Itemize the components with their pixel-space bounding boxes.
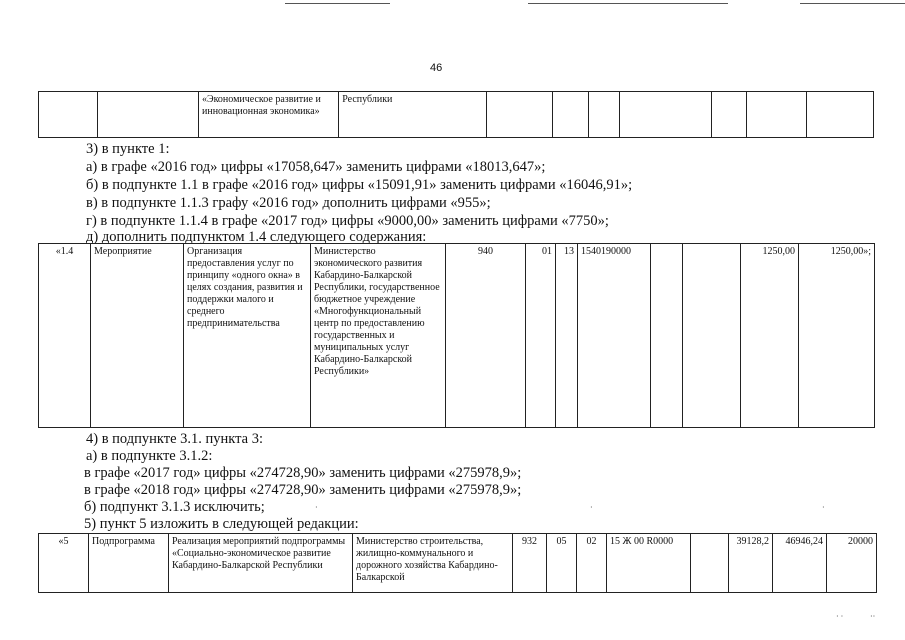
scan-speck: · ·	[836, 612, 844, 621]
paragraph: д) дополнить подпунктом 1.4 следующего содержания:	[86, 229, 427, 245]
table-cell: Министерство экономического развития Кабардино-Балкарской Республики, государственное бюджетное учреждение «Многофункциональный центр по предоставлению государственных и муниципальных услуг Кабардино-Балкарской Республики»	[311, 244, 446, 428]
paragraph: в) в подпункте 1.1.3 графу «2016 год» дополнить цифрами «955»;	[86, 195, 491, 211]
paragraph: 3) в пункте 1:	[86, 141, 170, 157]
table-cell: 05	[547, 534, 577, 593]
table-cell: Подпрограмма	[89, 534, 169, 593]
paragraph: г) в подпункте 1.1.4 в графе «2017 год» цифры «9000,00» заменить цифрами «7750»;	[86, 213, 609, 229]
page-number: 46	[430, 62, 443, 74]
scan-artifact-line	[528, 3, 728, 4]
table-cell	[487, 92, 553, 138]
table-cell	[807, 92, 874, 138]
scan-artifact-line	[800, 3, 905, 4]
table-cell	[746, 92, 806, 138]
table-cell	[683, 244, 741, 428]
table-cell	[619, 92, 711, 138]
paragraph: б) в подпункте 1.1 в графе «2016 год» цифры «15091,91» заменить цифрами «16046,91»;	[86, 177, 633, 193]
table-row	[39, 92, 874, 138]
table-cell: Республики	[339, 92, 487, 138]
table-cell: Реализация мероприятий подпрограммы «Социально-экономическое развитие Кабардино-Балкарской Республики	[169, 534, 353, 593]
table-cell	[589, 92, 620, 138]
paragraph: в графе «2017 год» цифры «274728,90» заменить цифрами «275978,9»;	[84, 465, 522, 481]
table-cell	[691, 534, 729, 593]
paragraph: в графе «2018 год» цифры «274728,90» заменить цифрами «275978,9»;	[84, 482, 522, 498]
scan-speck: ·	[315, 503, 318, 512]
table-cell: 39128,2	[729, 534, 773, 593]
table-cell: «1.4	[39, 244, 91, 428]
table-cell: Организация предоставления услуг по принципу «одного окна» в целях создания, развития и поддержки малого и среднего предпринимательства	[184, 244, 311, 428]
table-cell	[98, 92, 199, 138]
table-cell: Мероприятие	[91, 244, 184, 428]
paragraph: 5) пункт 5 изложить в следующей редакции:	[84, 516, 359, 532]
scan-speck: ·	[590, 503, 593, 512]
table-row	[39, 534, 877, 593]
table-cell: Министерство строительства, жилищно-коммунального и дорожного хозяйства Кабардино-Балкарской	[353, 534, 513, 593]
subitem-1-4-table	[38, 243, 875, 428]
table-cell: 46946,24	[773, 534, 827, 593]
table-cell: 1250,00	[741, 244, 799, 428]
table-cell	[711, 92, 746, 138]
table-cell	[552, 92, 588, 138]
table-cell: 20000	[827, 534, 877, 593]
scan-speck: ·	[822, 503, 825, 512]
paragraph: а) в подпункте 3.1.2:	[86, 448, 213, 464]
scan-artifact-line	[285, 3, 390, 4]
item-5-table	[38, 533, 877, 593]
paragraph: 4) в подпункте 3.1. пункта 3:	[86, 431, 264, 447]
table-cell: 932	[513, 534, 547, 593]
table-cell: 13	[556, 244, 578, 428]
table-cell: 15 Ж 00 R0000	[607, 534, 691, 593]
table-cell: 01	[526, 244, 556, 428]
table-row	[39, 244, 875, 428]
paragraph: а) в графе «2016 год» цифры «17058,647» заменить цифрами «18013,647»;	[86, 159, 546, 175]
table-cell: «Экономическое развитие и инновационная экономика»	[198, 92, 338, 138]
scan-speck: ··	[870, 612, 876, 621]
table-cell: 940	[446, 244, 526, 428]
paragraph: б) подпункт 3.1.3 исключить;	[84, 499, 265, 515]
continuation-table	[38, 91, 874, 138]
table-cell: 1250,00»;	[799, 244, 875, 428]
table-cell	[39, 92, 98, 138]
table-cell: 02	[577, 534, 607, 593]
table-cell	[651, 244, 683, 428]
table-cell: «5	[39, 534, 89, 593]
table-cell: 1540190000	[578, 244, 651, 428]
